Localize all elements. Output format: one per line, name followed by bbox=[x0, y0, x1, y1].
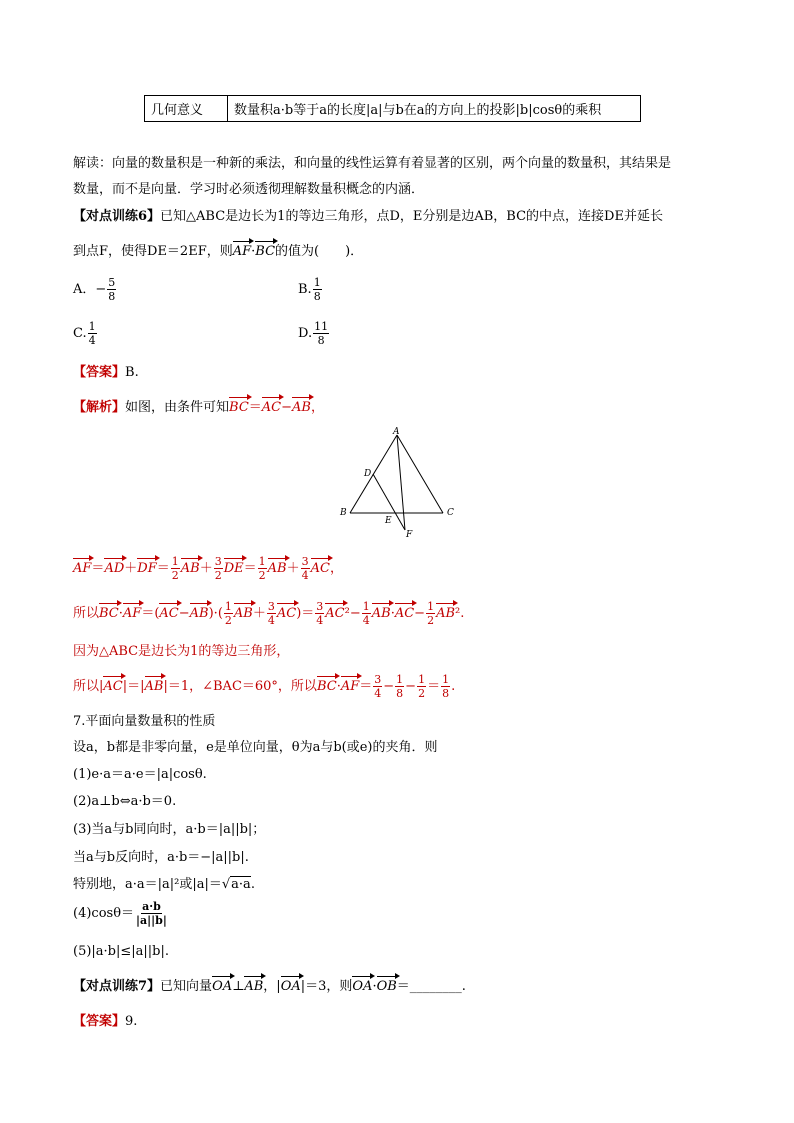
answer-text: B. bbox=[125, 365, 139, 380]
option-b-fraction bbox=[313, 276, 322, 303]
option-a-den: 8 bbox=[108, 290, 116, 303]
definition-table bbox=[144, 95, 641, 122]
option-d[interactable] bbox=[298, 320, 330, 347]
property-3c: 特别地，a·a＝|a|²或|a|＝√a·a. bbox=[73, 877, 255, 892]
option-b[interactable] bbox=[298, 276, 323, 303]
table-label: 几何意义 bbox=[145, 96, 228, 122]
answer-tag: 【答案】 bbox=[73, 365, 126, 380]
option-b-num: 1 bbox=[313, 276, 321, 289]
option-b-label: B. bbox=[298, 282, 312, 297]
option-b-den: 8 bbox=[313, 290, 321, 303]
option-c-den: 4 bbox=[88, 334, 96, 347]
derivation-result: 所以|AC|＝|AB|＝1，∠BAC＝60°，所以BC·AF＝ $\frac{3}{4}$ − $\frac{1}{8}$ − $\frac{1}{2}$ ＝ $\frac{1}{8}$ . bbox=[73, 673, 456, 700]
property-4-num: a·b bbox=[142, 900, 161, 913]
q7-answer-tag: 【答案】 bbox=[73, 1014, 126, 1029]
option-d-label: D. bbox=[298, 326, 313, 341]
label-d: D bbox=[364, 469, 372, 479]
q7-answer bbox=[73, 1010, 137, 1029]
q6-line-2: 到点F，使得DE＝2EF，则AF·BC的值为( )． bbox=[73, 244, 364, 259]
property-5: (5)|a·b|≤|a||b|. bbox=[73, 944, 169, 959]
label-f: F bbox=[406, 530, 413, 540]
section-7-title: 7.平面向量数量积的性质 bbox=[73, 714, 216, 729]
derivation-equilateral: 因为△ABC是边长为1的等边三角形， bbox=[73, 644, 290, 659]
option-d-den: 8 bbox=[317, 334, 325, 347]
jiedu-line-2: 数量，而不是向量．学习时必须透彻理解数量积概念的内涵． bbox=[73, 182, 425, 197]
q7-answer-text: 9. bbox=[125, 1014, 138, 1029]
property-4-fraction bbox=[135, 900, 168, 927]
option-c-num: 1 bbox=[88, 320, 96, 333]
jiedu-line-1: 解读：向量的数量积是一种新的乘法，和向量的线性运算有着显著的区别，两个向量的数量积，其结果是 bbox=[73, 156, 672, 171]
label-c: C bbox=[447, 508, 454, 518]
q7-tag: 【对点训练7】 bbox=[73, 979, 161, 994]
option-a-num: 5 bbox=[108, 276, 116, 289]
property-4-den: |a||b| bbox=[136, 914, 167, 927]
q7: 【对点训练7】已知向量OA⊥AB，|OA|＝3，则OA·OB＝________. bbox=[73, 979, 466, 994]
label-b: B bbox=[340, 508, 347, 518]
label-a: A bbox=[393, 427, 400, 437]
sqrt-expression: a·a bbox=[231, 877, 251, 892]
derivation-af: AF＝AD＋DF＝ $\frac{1}{2}$ AB＋ $\frac{3}{2}$ DE＝ $\frac{1}{2}$ AB＋ $\frac{3}{4}$ AC， bbox=[73, 555, 343, 582]
q6-stem-2a: 到点F，使得DE＝2EF，则 bbox=[73, 244, 233, 259]
derivation-dot: 所以BC·AF＝(AC−AB)·( $\frac{1}{2}$ AB＋ $\frac{3}{4}$ AC)＝ $\frac{3}{4}$ AC²− $\frac{1}{4}$ AB·AC− $\frac{1}{2}$ AB². bbox=[73, 600, 465, 627]
vector-bc: BC bbox=[229, 400, 249, 415]
option-c-fraction bbox=[88, 320, 97, 347]
option-d-num: 11 bbox=[314, 320, 329, 333]
q6-stem-1: 已知△ABC是边长为1的等边三角形，点D，E分别是边AB，BC的中点，连接DE并延长 bbox=[160, 209, 663, 224]
analysis-tag: 【解析】 bbox=[73, 400, 126, 415]
side-ac bbox=[397, 435, 443, 513]
q6-analysis: 【解析】如图，由条件可知BC＝AC−AB， bbox=[73, 400, 325, 415]
vector-af: AF bbox=[232, 244, 252, 259]
q6-tag: 【对点训练6】 bbox=[73, 209, 161, 224]
label-e: E bbox=[385, 516, 392, 526]
property-3: (3)当a与b同向时，a·b＝|a||b|； bbox=[73, 822, 266, 837]
property-4-label: (4)cosθ＝ bbox=[73, 906, 135, 921]
option-c-label: C. bbox=[73, 326, 87, 341]
derivation-prefix: 所以 bbox=[73, 606, 100, 621]
triangle-figure bbox=[335, 425, 460, 540]
section-7-intro: 设a，b都是非零向量，e是单位向量，θ为a与b(或e)的夹角．则 bbox=[73, 740, 438, 755]
property-2: (2)a⊥b⇔a·b＝0. bbox=[73, 794, 177, 809]
option-d-fraction bbox=[313, 320, 329, 347]
option-a-label: A．− bbox=[73, 282, 107, 297]
property-1: (1)e·a＝a·e＝|a|cosθ. bbox=[73, 767, 207, 782]
property-3b: 当a与b反向时，a·b＝−|a||b|. bbox=[73, 850, 249, 865]
property-4 bbox=[73, 900, 169, 927]
table-content: 数量积a·b等于a的长度|a|与b在a的方向上的投影|b|cosθ的乘积 bbox=[228, 96, 641, 122]
q6-answer bbox=[73, 361, 139, 380]
property-3c-text: 特别地，a·a＝|a|²或|a|＝ bbox=[73, 877, 222, 892]
segment-af bbox=[397, 435, 405, 530]
option-a-fraction bbox=[107, 276, 116, 303]
q6-line-1 bbox=[73, 205, 663, 224]
option-c[interactable] bbox=[73, 320, 98, 347]
option-a[interactable] bbox=[73, 276, 117, 303]
q6-stem-2b: 的值为( )． bbox=[275, 244, 364, 259]
vector-bc: BC bbox=[255, 244, 276, 259]
analysis-text: 如图，由条件可知 bbox=[125, 400, 230, 415]
